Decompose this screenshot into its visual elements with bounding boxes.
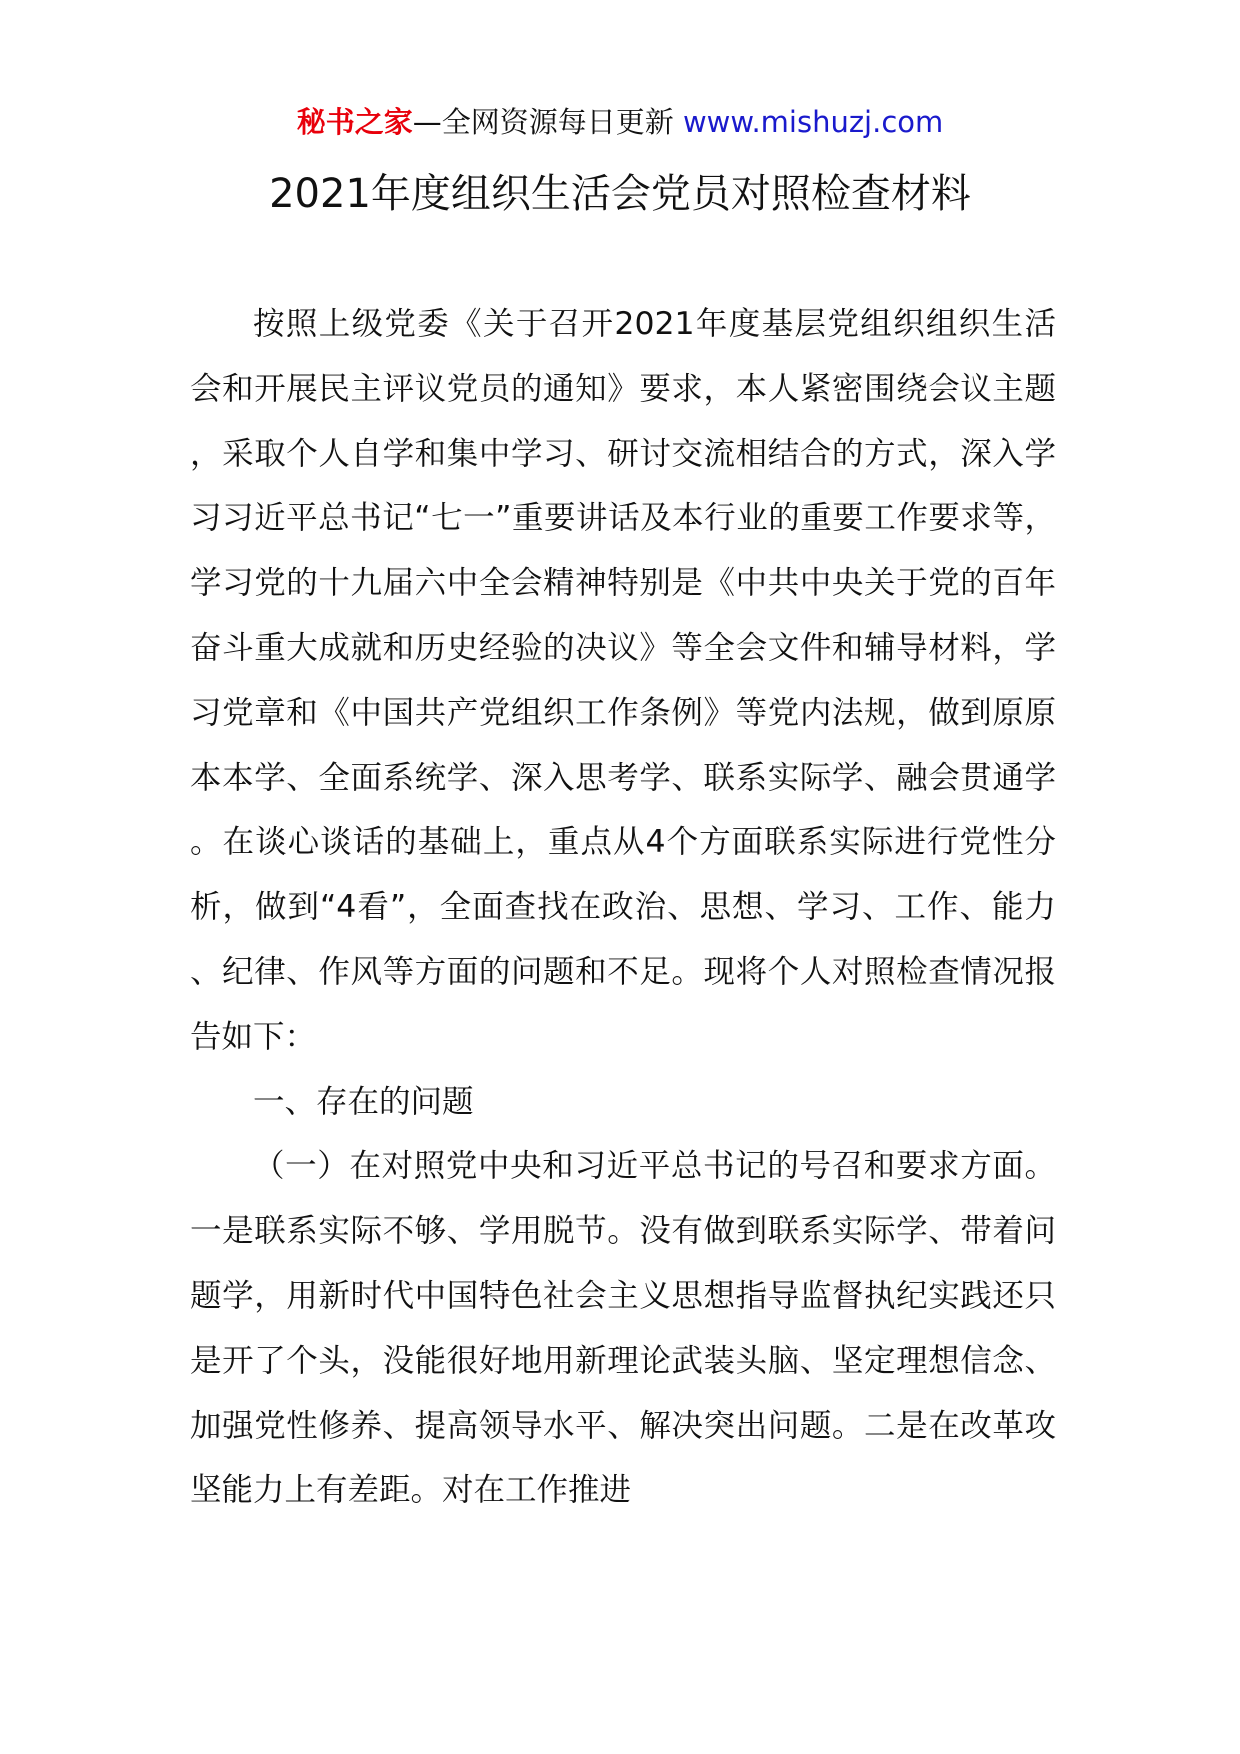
- body-paragraph-issues: （一）在对照党中央和习近平总书记的号召和要求方面。一是联系实际不够、学用脱节。没有做到联系实际学、带着问题学，用新时代中国特色社会主义思想指导监督执纪实践还只是开了个头，没能很好地用新理论武装头脑、坚定理想信念、加强党性修养、提高领导水平、解决突出问题。二是在改革攻坚能力上有差距。对在工作推进: [190, 1148, 1056, 1509]
- document-body: [190, 292, 1056, 1523]
- body-paragraph-intro: 按照上级党委《关于召开2021年度基层党组织组织生活会和开展民主评议党员的通知》要求，本人紧密围绕会议主题，采取个人自学和集中学习、研讨交流相结合的方式，深入学习习近平总书记“七一”重要讲话及本行业的重要工作要求等，学习党的十九届六中全会精神特别是《中共中央关于党的百年奋斗重大成就和历史经验的决议》等全会文件和辅导材料，学习党章和《中国共产党组织工作条例》等党内法规，做到原原本本学、全面系统学、深入思考学、联系实际学、融会贯通学。在谈心谈话的基础上，重点从4个方面联系实际进行党性分析，做到“4看”，全面查找在政治、思想、学习、工作、能力、纪律、作风等方面的问题和不足。现将个人对照检查情况报告如下：: [190, 306, 1056, 1055]
- document-title: 2021年度组织生活会党员对照检查材料: [269, 171, 971, 217]
- site-header: [0, 100, 1240, 144]
- section-heading: 一、存在的问题: [253, 1083, 474, 1120]
- site-brand: 秘书之家: [296, 105, 413, 139]
- site-tagline: —全网资源每日更新: [412, 105, 674, 139]
- site-url-link[interactable]: www.mishuzj.com: [682, 105, 944, 139]
